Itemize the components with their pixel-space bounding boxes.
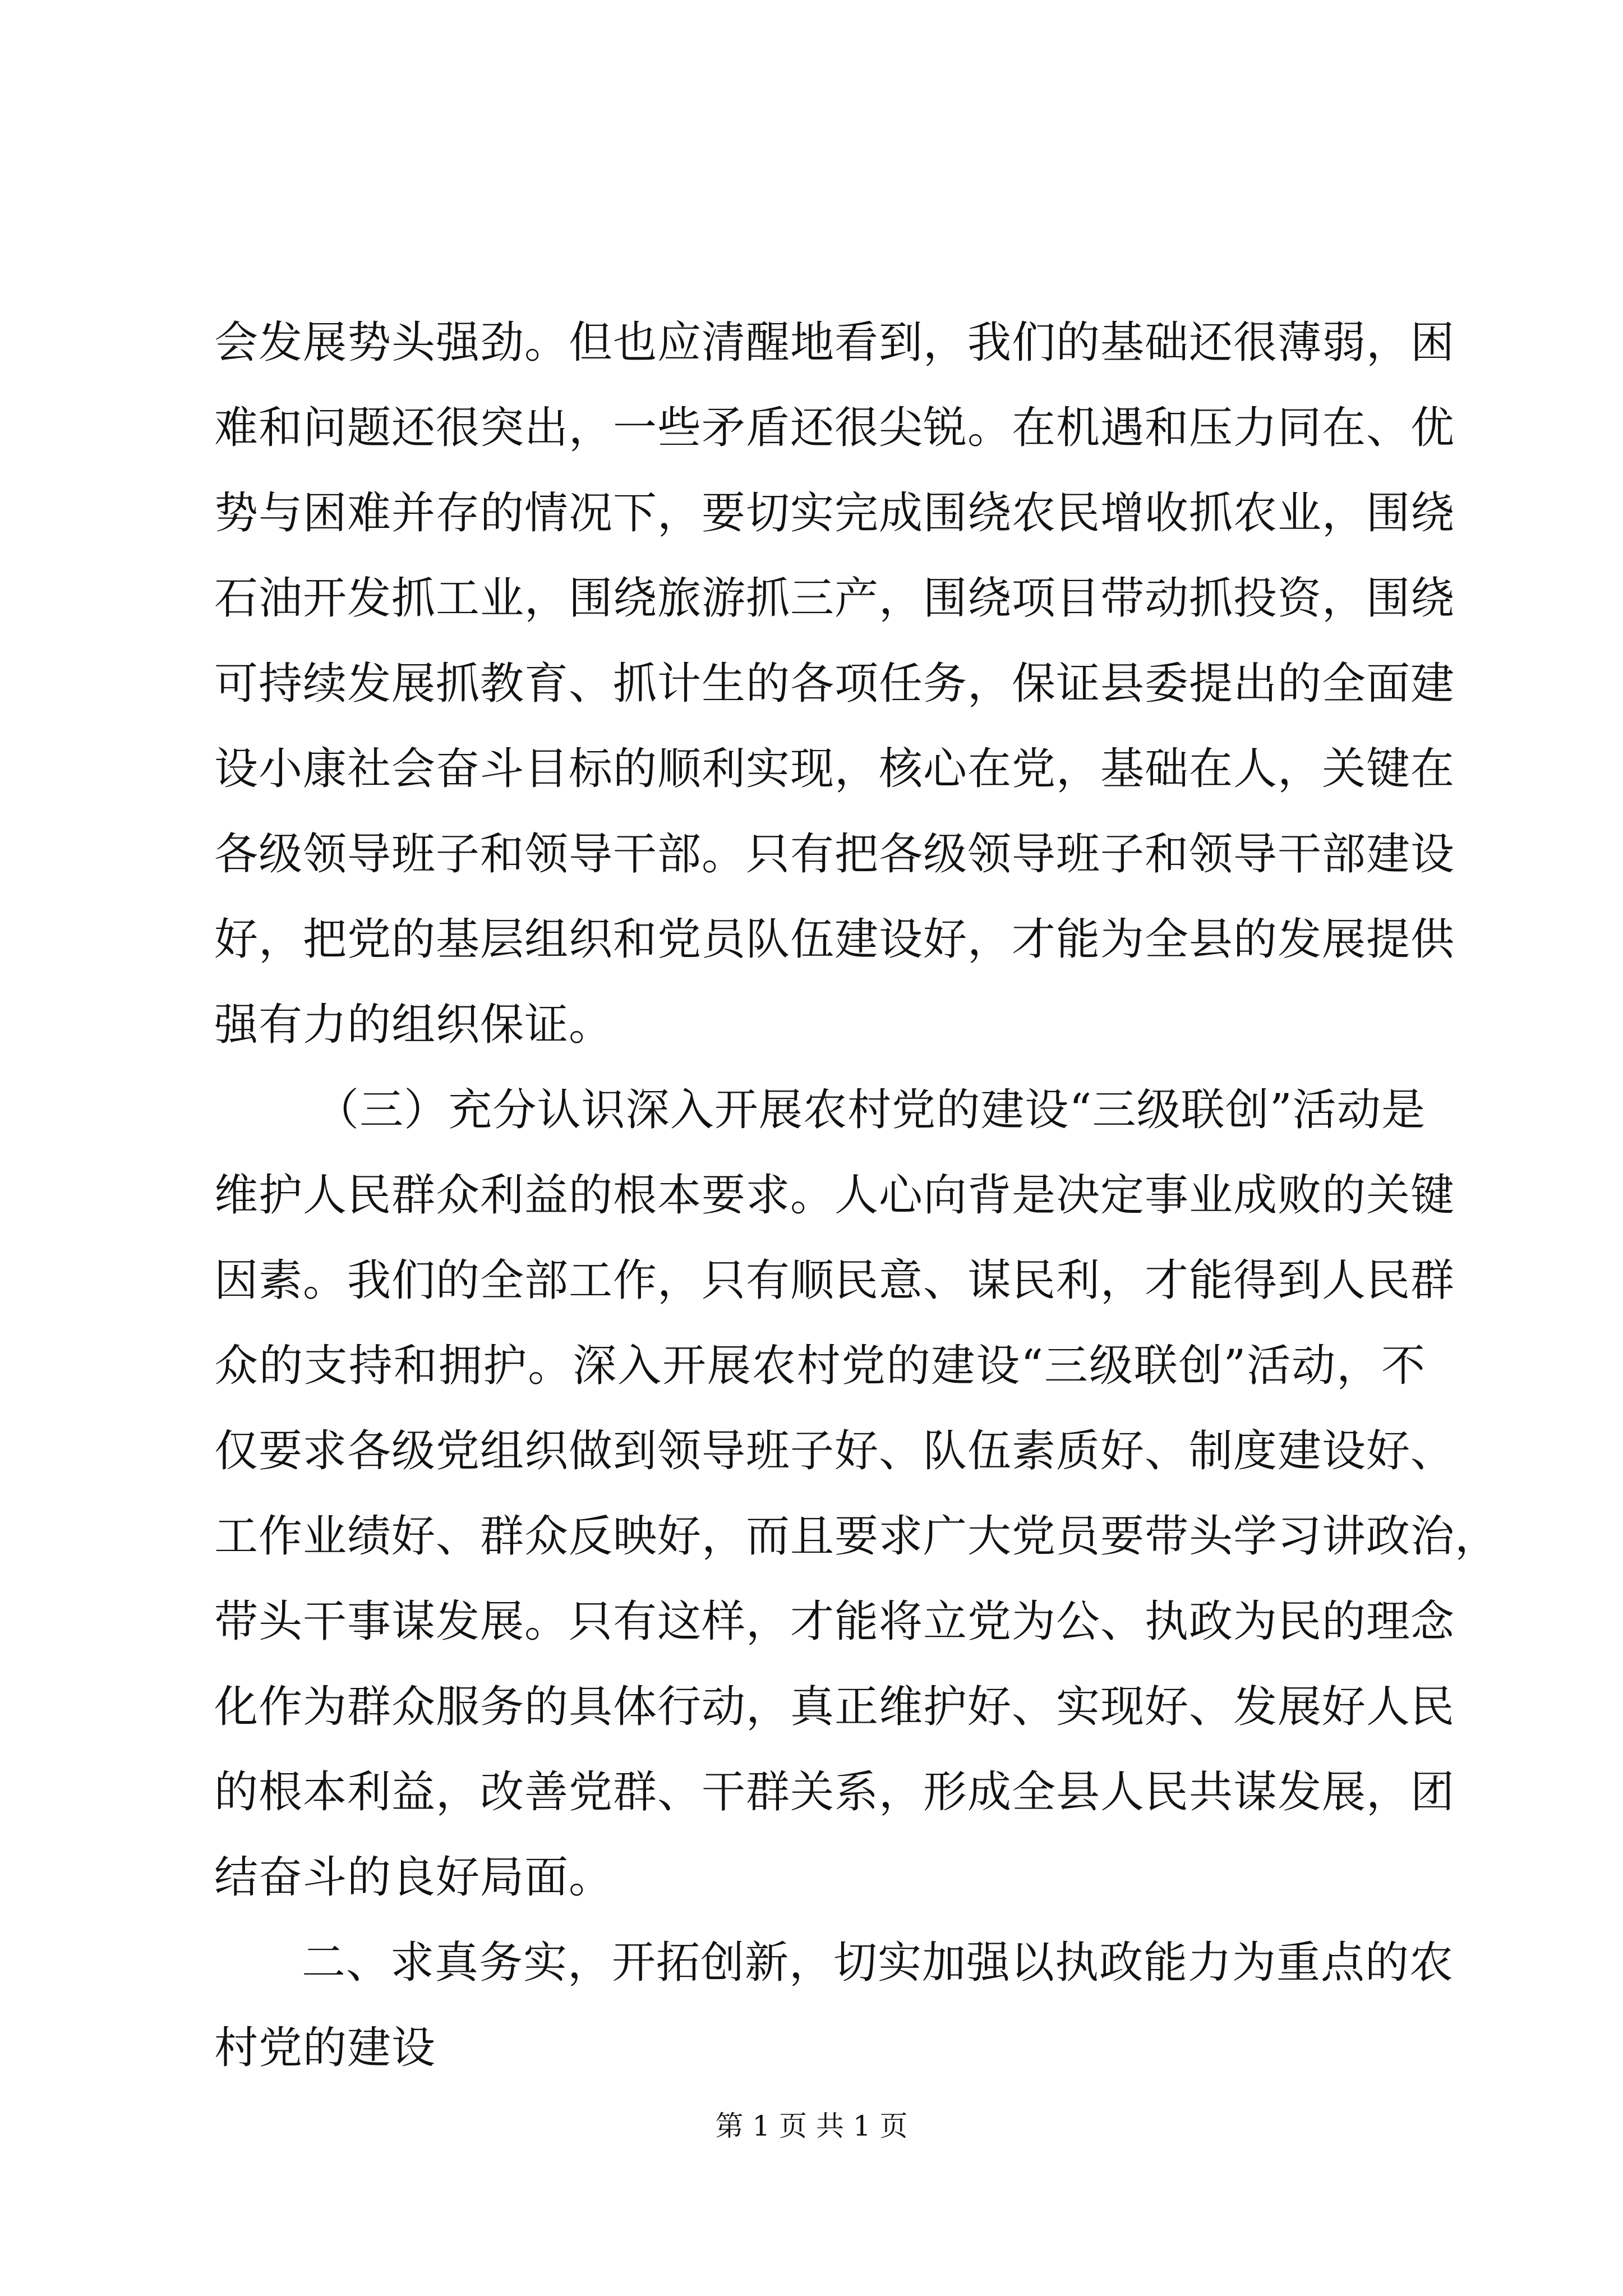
document-body [214, 300, 1500, 2091]
text-line: 好，把党的基层组织和党员队伍建设好，才能为全县的发展提供 [214, 914, 1455, 965]
text-line: 结奋斗的良好局面。 [214, 1852, 614, 1903]
text-line: 二、求真务实，开拓创新，切实加强以执政能力为重点的农 [302, 1938, 1454, 1988]
text-line: 石油开发抓工业，围绕旅游抓三产，围绕项目带动抓投资，围绕 [214, 573, 1455, 624]
page-number-footer: 第 1 页 共 1 页 [715, 2110, 908, 2142]
text-line: 强有力的组织保证。 [214, 1000, 614, 1050]
text-line: 工作业绩好、群众反映好，而且要求广大党员要带头学习讲政治， [214, 1511, 1500, 1562]
text-line: 维护人民群众利益的根本要求。人心向背是决定事业成败的关键 [214, 1170, 1455, 1221]
text-line: 众的支持和拥护。深入开展农村党的建设“三级联创”活动，不 [214, 1341, 1426, 1391]
text-line: 设小康社会奋斗目标的顺利实现，核心在党，基础在人，关键在 [214, 744, 1455, 794]
text-line: 村党的建设 [214, 2023, 436, 2073]
paragraph-1 [214, 300, 1455, 1068]
text-line: 难和问题还很突出，一些矛盾还很尖锐。在机遇和压力同在、优 [214, 403, 1455, 453]
text-line: 势与困难并存的情况下，要切实完成围绕农民增收抓农业，围绕 [214, 488, 1455, 539]
text-line: 因素。我们的全部工作，只有顺民意、谋民利，才能得到人民群 [214, 1255, 1455, 1306]
section-heading [214, 1920, 1454, 2091]
text-line: 带头干事谋发展。只有这样，才能将立党为公、执政为民的理念 [214, 1596, 1455, 1647]
text-line: 的根本利益，改善党群、干群关系，形成全县人民共谋发展，团 [214, 1767, 1455, 1818]
text-line: 各级领导班子和领导干部。只有把各级领导班子和领导干部建设 [214, 829, 1455, 880]
text-line: 化作为群众服务的具体行动，真正维护好、实现好、发展好人民 [214, 1682, 1455, 1732]
text-line: 可持续发展抓教育、抓计生的各项任务，保证县委提出的全面建 [214, 659, 1455, 709]
text-line: 会发展势头强劲。但也应清醒地看到，我们的基础还很薄弱，困 [214, 318, 1455, 368]
text-line: （三）充分认识深入开展农村党的建设“三级联创”活动是 [315, 1085, 1426, 1135]
paragraph-2 [214, 1068, 1500, 1920]
text-line: 仅要求各级党组织做到领导班子好、队伍素质好、制度建设好、 [214, 1426, 1455, 1476]
